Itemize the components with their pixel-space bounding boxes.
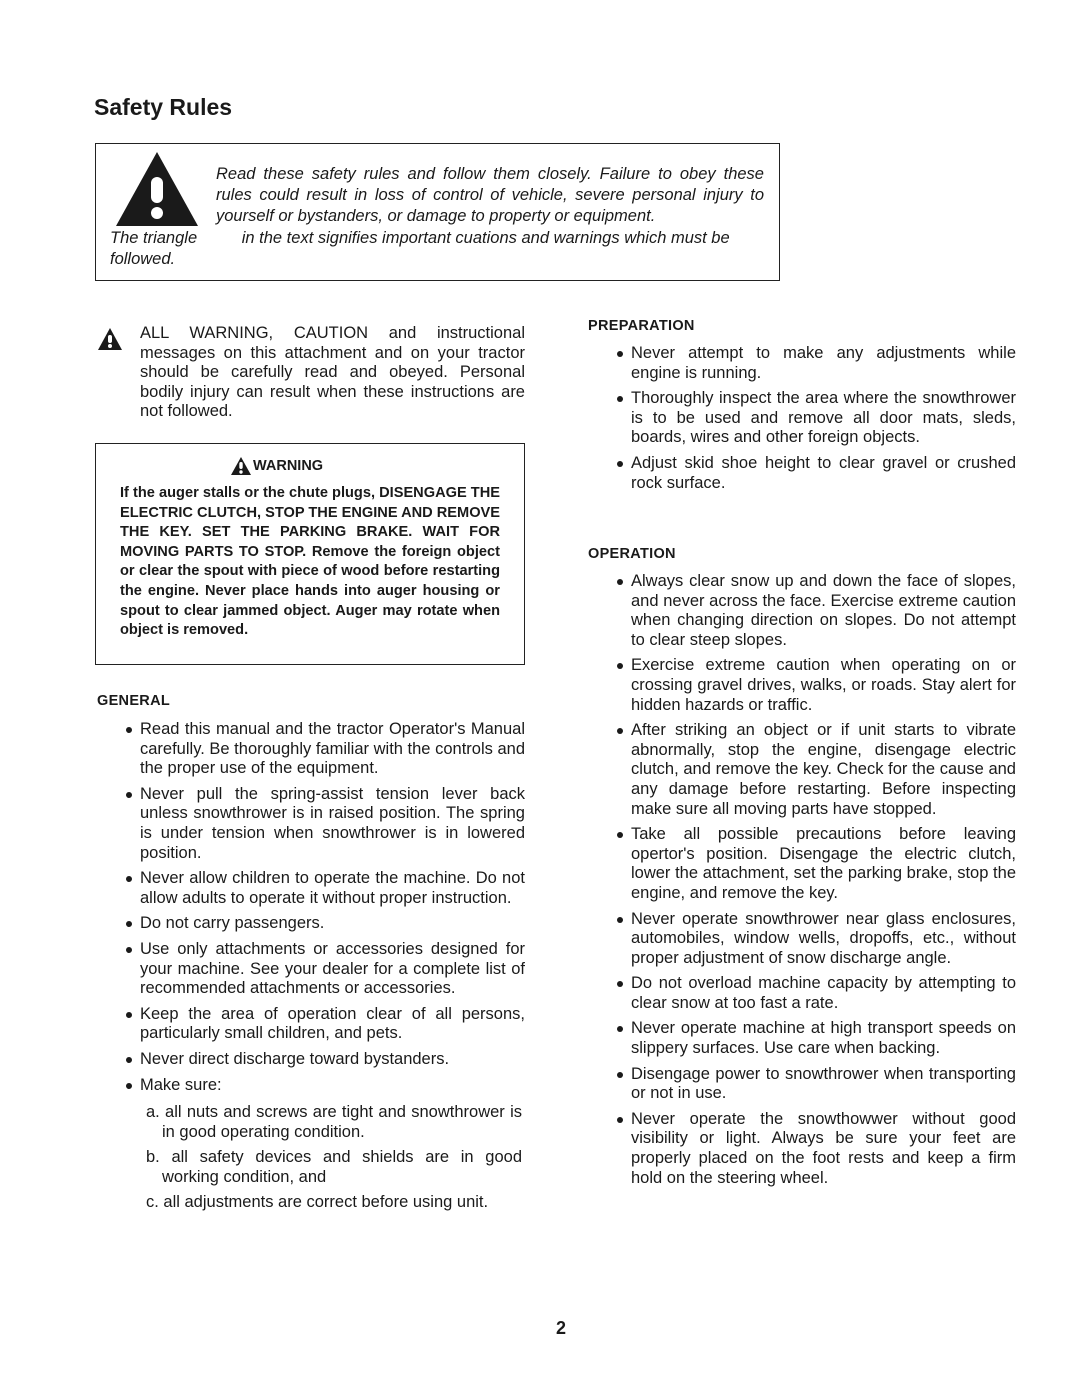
list-item-text: Adjust skid shoe height to clear gravel or crushed rock surface. bbox=[631, 453, 1016, 492]
general-sublist bbox=[146, 1103, 522, 1219]
bullet-icon bbox=[617, 981, 623, 987]
warning-triangle-icon bbox=[230, 456, 252, 476]
list-item-text: Keep the area of operation clear of all persons, particularly small children, and pets. bbox=[140, 1004, 525, 1043]
list-item bbox=[97, 785, 525, 863]
list-item bbox=[97, 1076, 525, 1096]
list-item bbox=[97, 914, 525, 934]
list-item-text: Never operate snowthrower near glass enclosures, automobiles, window wells, dropoffs, etc., without proper adjustment of snow discharge angle. bbox=[631, 909, 1016, 967]
list-item bbox=[97, 940, 525, 999]
list-item bbox=[588, 721, 1016, 819]
bullet-icon bbox=[617, 351, 623, 357]
bullet-icon bbox=[126, 947, 132, 953]
list-item bbox=[588, 910, 1016, 969]
list-item-text: Take all possible precautions before leaving opertor's position. Disengage the electric clutch, lower the attachment, set the parking brake, stop the engine, and remove the key. bbox=[631, 825, 1016, 902]
triangle-note-b: in the text signifies important cuations and warnings which must be followed. bbox=[110, 229, 730, 268]
page-number: 2 bbox=[556, 1318, 567, 1338]
page-title: Safety Rules bbox=[94, 94, 233, 120]
bullet-icon bbox=[617, 832, 623, 838]
list-item bbox=[588, 825, 1016, 903]
list-item bbox=[588, 454, 1016, 493]
warning-triangle-icon bbox=[97, 327, 123, 351]
bullet-icon bbox=[617, 917, 623, 923]
bullet-icon bbox=[126, 921, 132, 927]
bullet-icon bbox=[617, 1117, 623, 1123]
list-item-text: Read this manual and the tractor Operator's Manual carefully. Be thoroughly familiar with the controls and the proper use of the equipment. bbox=[140, 720, 525, 778]
list-item-text: Never operate machine at high transport speeds on slippery surfaces. Use care when backing. bbox=[631, 1019, 1016, 1058]
list-item-text: Never operate the snowthowwer without good visibility or light. Always be sure your feet are properly placed on the foot rests and keep a firm hold on the steering wheel. bbox=[631, 1109, 1016, 1187]
warning-triangle-icon bbox=[114, 150, 200, 228]
bullet-icon bbox=[617, 728, 623, 734]
list-item-text: Disengage power to snowthrower when transporting or not in use. bbox=[631, 1064, 1016, 1103]
bullet-icon bbox=[617, 1072, 623, 1078]
general-heading: GENERAL bbox=[97, 693, 170, 709]
preparation-list bbox=[588, 344, 1016, 499]
preparation-heading: PREPARATION bbox=[588, 318, 695, 334]
list-item-text: Do not overload machine capacity by attempting to clear snow at too fast a rate. bbox=[631, 974, 1016, 1012]
warning-box bbox=[95, 443, 525, 665]
list-item-text: Thoroughly inspect the area where the snowthrower is to be used and remove all door mats, sleds, boards, wires and other foreign objects. bbox=[631, 389, 1016, 447]
warning-text: If the auger stalls or the chute plugs, DISENGAGE THE ELECTRIC CLUTCH, STOP THE ENGINE AND REMOVE THE KEY. SET THE PARKING BRAKE. WAIT FOR MOVING PARTS TO STOP. Remove the foreign object or clear the spout with piece of wood before restarting the engine. Never place hands into auger housing or spout to clear jammed object. Auger may rotate when object is removed. bbox=[120, 485, 501, 639]
intro-box bbox=[95, 143, 780, 281]
alert-paragraph bbox=[97, 324, 525, 422]
list-item bbox=[588, 1110, 1016, 1188]
list-item bbox=[97, 869, 525, 908]
list-item-text: Use only attachments or accessories designed for your machine. See your dealer for a complete list of recommended attachments or accessories. bbox=[140, 939, 525, 998]
list-item bbox=[588, 344, 1016, 383]
list-item bbox=[97, 720, 525, 779]
list-item-text: Never direct discharge toward bystanders. bbox=[140, 1049, 450, 1068]
list-item bbox=[588, 656, 1016, 715]
bullet-icon bbox=[126, 1012, 132, 1018]
sub-list-item: b. all safety devices and shields are in good working condition, and bbox=[146, 1148, 522, 1186]
list-item bbox=[97, 1050, 525, 1070]
bullet-icon bbox=[617, 579, 623, 585]
bullet-icon bbox=[126, 876, 132, 882]
list-item-text: Always clear snow up and down the face of slopes, and never across the face. Exercise extreme caution when changing direction on slopes. Do not attempt to clear steep slopes. bbox=[631, 572, 1016, 649]
sub-list-item: c. all adjustments are correct before using unit. bbox=[146, 1193, 489, 1212]
bullet-icon bbox=[126, 1083, 132, 1089]
warning-label: WARNING bbox=[253, 458, 324, 474]
list-item-text: Never allow children to operate the machine. Do not allow adults to operate it without proper instruction. bbox=[140, 869, 525, 907]
bullet-icon bbox=[617, 396, 623, 402]
bullet-icon bbox=[126, 1057, 132, 1063]
list-item bbox=[588, 974, 1016, 1013]
list-item bbox=[588, 389, 1016, 448]
list-item bbox=[588, 1065, 1016, 1104]
operation-list bbox=[588, 572, 1016, 1194]
intro-text: Read these safety rules and follow them closely. Failure to obey these rules could result in loss of control of vehicle, severe personal injury to yourself or bystanders, or damage to property or equipment. bbox=[216, 165, 764, 225]
triangle-note-a: The triangle bbox=[110, 229, 198, 247]
triangle-note bbox=[110, 228, 764, 270]
list-item-text: After striking an object or if unit starts to vibrate abnormally, stop the engine, disengage electric clutch, and remove the key. Check for the cause and any damage before restarting. Before inspecting make sure all moving parts have stopped. bbox=[631, 721, 1016, 818]
list-item-text: Do not carry passengers. bbox=[140, 914, 325, 933]
operation-heading: OPERATION bbox=[588, 546, 676, 562]
sub-list-item: a. all nuts and screws are tight and snowthrower is in good operating condition. bbox=[146, 1103, 522, 1141]
list-item bbox=[588, 1019, 1016, 1058]
warning-heading bbox=[230, 456, 323, 476]
list-item bbox=[97, 1005, 525, 1044]
list-item bbox=[588, 572, 1016, 650]
bullet-icon bbox=[617, 663, 623, 669]
alert-paragraph-text: ALL WARNING, CAUTION and instructional messages on this attachment and on your tractor should be carefully read and obeyed. Personal bodily injury can result when these instructions are not followed. bbox=[140, 324, 525, 421]
bullet-icon bbox=[126, 727, 132, 733]
bullet-icon bbox=[126, 792, 132, 798]
list-item-text: Never attempt to make any adjustments while engine is running. bbox=[631, 344, 1016, 382]
bullet-icon bbox=[617, 1026, 623, 1032]
bullet-icon bbox=[617, 461, 623, 467]
list-item-text: Never pull the spring-assist tension lever back unless snowthrower is in raised position. The spring is under tension when snowthrower is in lowered position. bbox=[140, 784, 525, 862]
general-list bbox=[97, 720, 525, 1101]
list-item-text: Exercise extreme caution when operating on or crossing gravel drives, walks, or roads. Stay alert for hidden hazards or traffic. bbox=[631, 656, 1016, 714]
list-item-text: Make sure: bbox=[140, 1075, 222, 1094]
